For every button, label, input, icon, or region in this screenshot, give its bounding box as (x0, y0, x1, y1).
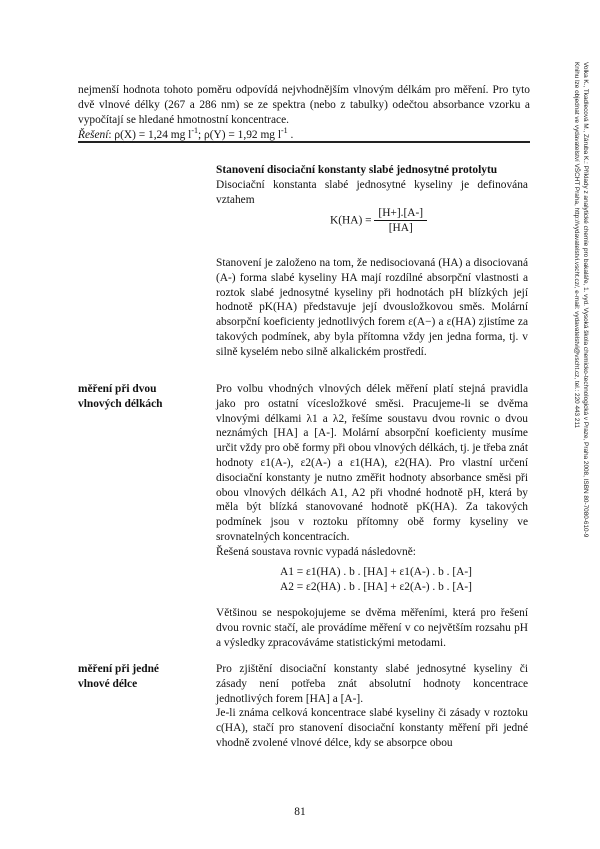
solution-exp-1: -1 (191, 126, 199, 136)
system-intro: Řešená soustava rovnic vypadá následovně: (216, 545, 416, 558)
section-para1-text: Stanovení je založeno na tom, že nedisociovaná (HA) a disociovaná (A-) forma slabé kyseliny HA mají rozdílné absorpční vlastnosti a roztok slabé jednosytné kyseliny při hodnotách pH blízkých její hodnotě pK(HA) představuje její dvousložkovou směs. Molární absorpční koeficienty jednotlivých forem ε(A−) a ε(HA) zjistíme za takových podmínek, aby byla přítomna vždy jen jedna forma, tj. v silně kyselém nebo silně alkalickém prostředí. (216, 257, 528, 358)
side-note-line2: Knihu lze objednat ve vydavatelství VŠCHT Praha, http://vydavatelstvi.vscht.cz/, e-mail: vydavatelstvi@vscht.cz, tel.: 220 443 211 (573, 62, 580, 429)
intro-text: nejmenší hodnota tohoto poměru odpovídá nejvhodnějším vlnovým délkám pro měření. Pro tyto dvě vlnové délky (267 a 286 nm) se ze spektra (nebo z tabulky) odečtou absorbance vzorku a vypočítají se hledané hmotnostní koncentrace. (78, 84, 530, 126)
two-wavelengths-para2 (216, 606, 528, 650)
section-intro (216, 163, 528, 207)
side-note-text (572, 62, 590, 537)
one-wavelength-text (216, 662, 528, 751)
one-wavelength-para2: Je-li známa celková koncentrace slabé kyseliny či zásady v roztoku c(HA), stačí pro stanovení disociační konstanty měření při jedné vhodně zvolené vlnové délce, kdy se absorpce obou (216, 707, 528, 749)
formula-denominator: [HA] (388, 222, 413, 234)
two-wavelengths-text (216, 382, 528, 560)
dissociation-formula (330, 206, 427, 235)
label-two-wavelengths-line2: vlnových délkách (78, 397, 163, 410)
solution-x: : ρ(X) = 1,24 mg l (108, 129, 192, 141)
section-divider (78, 141, 530, 143)
page-number: 81 (294, 806, 306, 818)
solution-end: . (287, 129, 294, 141)
side-note (573, 62, 590, 622)
solution-label: Řešení (78, 129, 109, 141)
section-para1 (216, 256, 528, 360)
label-one-wavelength (78, 662, 203, 692)
one-wavelength-para1: Pro zjištění disociační konstanty slabé jednosytné kyseliny či zásady není potřeba znát absolutní hodnoty koncentrace jednotlivých forem [HA] a [A-]. (216, 663, 528, 705)
intro-paragraph (78, 83, 530, 143)
side-note-line1: Volka K., Tkadlecová M., Záruba K.: Příklady z analytické chemie pro bakaláře, 1. vyd. Vysoká škola chemicko-technologická v Praze, Praha 2008, ISBN 80-7080-610-9 (582, 62, 589, 538)
equation-1: A1 = ε1(HA) . b . [HA] + ε1(A-) . b . [A-] (280, 566, 472, 578)
equation-2: A2 = ε2(HA) . b . [HA] + ε2(A-) . b . [A-] (280, 581, 472, 593)
label-one-wavelength-line2: vlnové délce (78, 677, 138, 690)
formula-lhs: K(HA) = (330, 214, 372, 227)
solution-exp-2: -1 (281, 126, 288, 136)
section-definition: Disociační konstanta slabé jednosytné kyseliny je definována vztahem (216, 178, 528, 206)
section-title: Stanovení disociační konstanty slabé jednosytné protolytu (216, 164, 498, 176)
formula-fraction (374, 206, 427, 235)
solution-y: ; ρ(Y) = 1,92 mg l (198, 129, 282, 141)
equation-system (280, 565, 472, 595)
two-wavelengths-para2-text: Většinou se nespokojujeme se dvěma měřeními, která pro řešení dvou rovnic stačí, ale provádíme měření v co největším rozsahu pH a výsledky zpracováváme statistickými metodami. (216, 607, 528, 649)
label-one-wavelength-line1: měření při jedné (78, 663, 159, 675)
two-wavelengths-para: Pro volbu vhodných vlnových délek měření platí stejná pravidla jako pro ostatní vícesložkové směsi. Pracujeme-li se dvěma vlnovými délkami λ1 a λ2, řešíme soustavu dvou rovnic o dvou neznámých [HA] a [A-]. Molární absorpční koeficienty musíme určit vždy pro obě formy při obou vlnových délkách, tj. je třeba znát hodnoty ε1(A-), ε2(A-) a ε1(HA), ε2(HA). Pro vlastní určení disociační konstanty je nutno změřit hodnoty absorbance směsi při obou vlnových délkách A1, A2 při vhodné hodnotě pH, která by měla být blízká stanovované hodnotě pK(HA). Za takových podmínek jsou v roztoku přítomny obě formy kyseliny ve srovnatelných koncentracích. (216, 383, 528, 543)
label-two-wavelengths-line1: měření při dvou (78, 383, 157, 395)
formula-numerator: [H+].[A-] (374, 206, 427, 221)
label-two-wavelengths (78, 382, 203, 412)
